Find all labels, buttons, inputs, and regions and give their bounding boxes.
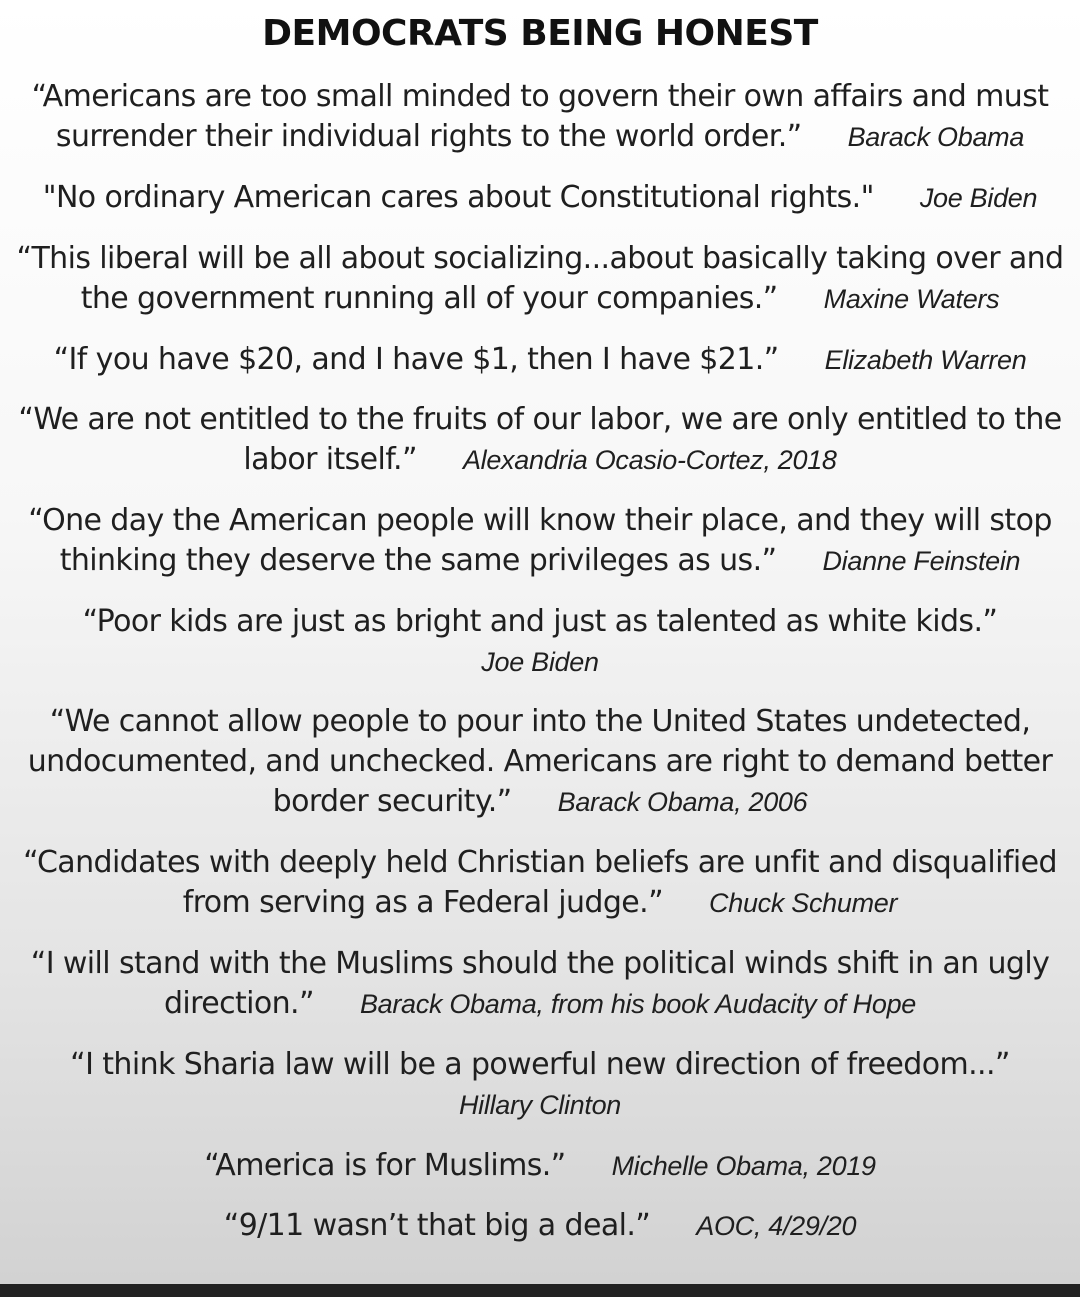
quote-text: “We are not entitled to the fruits of our labor, we are only entitled to the labor itself.”: [18, 402, 1062, 477]
quote-item: [6, 1206, 1074, 1246]
quote-author: Joe Biden: [481, 647, 599, 677]
quote-author: Barack Obama, from his book Audacity of Hope: [359, 989, 917, 1019]
quote-item: [6, 340, 1074, 380]
quote-author: Dianne Feinstein: [822, 546, 1021, 576]
quote-text: “We cannot allow people to pour into the United States undetected, undocumented, and unchecked. Americans are right to demand better border security.”: [27, 704, 1053, 819]
quote-text: “I think Sharia law will be a powerful new direction of freedom...”: [70, 1047, 1010, 1082]
quote-text: "No ordinary American cares about Constitutional rights.": [42, 180, 874, 215]
quote-item: [6, 239, 1074, 319]
quote-item: [6, 178, 1074, 218]
quote-text: “One day the American people will know their place, and they will stop thinking they deserve the same privileges as us.”: [28, 503, 1052, 578]
quote-author: Michelle Obama, 2019: [611, 1151, 876, 1181]
quote-item: [6, 944, 1074, 1024]
quote-author: Chuck Schumer: [709, 888, 898, 918]
quote-item: [6, 702, 1074, 822]
quote-item: [6, 77, 1074, 157]
quote-item: [6, 1045, 1074, 1125]
quote-text: “Poor kids are just as bright and just as talented as white kids.”: [82, 604, 998, 639]
quote-author: Elizabeth Warren: [824, 345, 1027, 375]
bottom-border: [0, 1284, 1080, 1297]
quote-text: “Americans are too small minded to govern their own affairs and must surrender their individual rights to the world order.”: [31, 79, 1049, 154]
quote-text: “This liberal will be all about socializing...about basically taking over and the government running all of your companies.”: [16, 241, 1064, 316]
quote-author: Barack Obama: [847, 122, 1025, 152]
quote-author: Joe Biden: [919, 183, 1038, 213]
page-title: DEMOCRATS BEING HONEST: [262, 13, 818, 54]
quote-author: AOC, 4/29/20: [696, 1211, 857, 1241]
quote-author: Maxine Waters: [823, 284, 1000, 314]
quote-text: “If you have $20, and I have $1, then I have $21.”: [53, 342, 779, 377]
quote-item: [6, 602, 1074, 682]
quote-text: “I will stand with the Muslims should the political winds shift in an ugly direction.”: [30, 946, 1050, 1021]
quote-item: [6, 843, 1074, 923]
quote-author: Alexandria Ocasio-Cortez, 2018: [462, 445, 837, 475]
quote-item: [6, 1146, 1074, 1186]
quote-author: Barack Obama, 2006: [557, 787, 808, 817]
quote-author: Hillary Clinton: [458, 1090, 622, 1120]
quote-item: [6, 400, 1074, 480]
quote-text: “Candidates with deeply held Christian beliefs are unfit and disqualified from serving as a Federal judge.”: [23, 845, 1057, 920]
quote-text: “9/11 wasn’t that big a deal.”: [223, 1208, 651, 1243]
quote-text: “America is for Muslims.”: [204, 1148, 566, 1183]
quote-item: [6, 501, 1074, 581]
